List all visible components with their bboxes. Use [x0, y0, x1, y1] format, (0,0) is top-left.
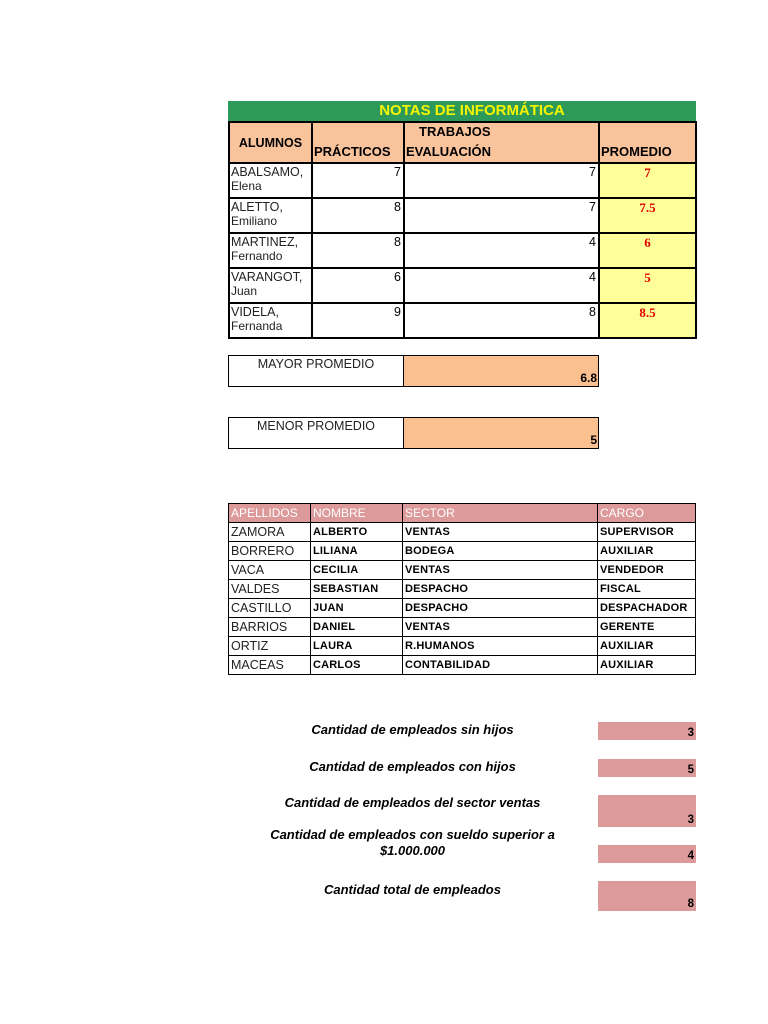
header-promedio[interactable]: PROMEDIO: [599, 122, 696, 163]
apellido-cell[interactable]: MACEAS: [229, 656, 311, 675]
promedio-cell[interactable]: 7.5: [599, 198, 696, 233]
promedio-cell[interactable]: 6: [599, 233, 696, 268]
student-surname: VIDELA,: [231, 305, 279, 319]
employees-table: [228, 503, 696, 675]
stat-con-hijos-label: Cantidad de empleados con hijos: [309, 759, 516, 774]
stat-sueldo-superior-line2: $1.000.000: [379, 843, 446, 858]
evaluacion-cell[interactable]: 7: [404, 198, 599, 233]
cargo-cell[interactable]: AUXILIAR: [598, 637, 696, 656]
cargo-cell[interactable]: SUPERVISOR: [598, 523, 696, 542]
student-name-cell[interactable]: [229, 268, 312, 303]
cargo-cell[interactable]: FISCAL: [598, 580, 696, 599]
grades-table: [228, 121, 697, 339]
sector-cell[interactable]: DESPACHO: [403, 599, 598, 618]
student-name-cell[interactable]: [229, 303, 312, 338]
evaluacion-cell[interactable]: 8: [404, 303, 599, 338]
stat-sueldo-superior-value[interactable]: 4: [598, 845, 696, 863]
nombre-cell[interactable]: LAURA: [311, 637, 403, 656]
grades-row: [229, 268, 696, 303]
header-cargo[interactable]: CARGO: [598, 504, 696, 523]
grades-row: [229, 233, 696, 268]
promedio-cell[interactable]: 5: [599, 268, 696, 303]
employee-row: [229, 599, 696, 618]
stat-sector-ventas-label: Cantidad de empleados del sector ventas: [284, 795, 541, 810]
header-trabajos-evaluacion[interactable]: [404, 122, 599, 163]
stat-sin-hijos-value[interactable]: 3: [598, 722, 696, 740]
apellido-cell[interactable]: CASTILLO: [229, 599, 311, 618]
stat-total-label: Cantidad total de empleados: [324, 882, 501, 897]
employee-row: [229, 637, 696, 656]
promedio-cell[interactable]: 7: [599, 163, 696, 198]
header-apellidos[interactable]: APELLIDOS: [229, 504, 311, 523]
sector-cell[interactable]: R.HUMANOS: [403, 637, 598, 656]
grades-row: [229, 303, 696, 338]
practicos-cell[interactable]: 7: [312, 163, 404, 198]
evaluacion-cell[interactable]: 7: [404, 163, 599, 198]
sector-cell[interactable]: VENTAS: [403, 561, 598, 580]
stat-sin-hijos-label: Cantidad de empleados sin hijos: [311, 722, 514, 737]
apellido-cell[interactable]: BORRERO: [229, 542, 311, 561]
nombre-cell[interactable]: CECILIA: [311, 561, 403, 580]
apellido-cell[interactable]: ZAMORA: [229, 523, 311, 542]
header-sector[interactable]: SECTOR: [403, 504, 598, 523]
stat-con-hijos-value[interactable]: 5: [598, 759, 696, 777]
student-surname: VARANGOT,: [231, 270, 303, 284]
student-first-name: Fernanda: [231, 319, 283, 333]
nombre-cell[interactable]: SEBASTIAN: [311, 580, 403, 599]
practicos-cell[interactable]: 6: [312, 268, 404, 303]
employee-row: [229, 542, 696, 561]
apellido-cell[interactable]: VACA: [229, 561, 311, 580]
employees-header-row: [229, 504, 696, 523]
nombre-cell[interactable]: ALBERTO: [311, 523, 403, 542]
nombre-cell[interactable]: JUAN: [311, 599, 403, 618]
student-name-cell[interactable]: [229, 163, 312, 198]
student-surname: MARTINEZ,: [231, 235, 299, 249]
stat-sector-ventas-value[interactable]: 3: [598, 795, 696, 827]
cargo-cell[interactable]: AUXILIAR: [598, 656, 696, 675]
employee-row: [229, 561, 696, 580]
menor-promedio-box: [228, 417, 599, 449]
sector-cell[interactable]: VENTAS: [403, 523, 598, 542]
employee-row: [229, 523, 696, 542]
grades-row: [229, 198, 696, 233]
practicos-cell[interactable]: 8: [312, 198, 404, 233]
nombre-cell[interactable]: LILIANA: [311, 542, 403, 561]
student-first-name: Fernando: [231, 249, 283, 263]
practicos-cell[interactable]: 9: [312, 303, 404, 338]
sector-cell[interactable]: BODEGA: [403, 542, 598, 561]
stat-sueldo-superior-line1: Cantidad de empleados con sueldo superior a: [270, 827, 555, 842]
mayor-promedio-box: [228, 355, 599, 387]
stat-sueldo-superior-label: [240, 827, 585, 859]
sector-cell[interactable]: DESPACHO: [403, 580, 598, 599]
employee-row: [229, 618, 696, 637]
cargo-cell[interactable]: VENDEDOR: [598, 561, 696, 580]
header-alumnos[interactable]: ALUMNOS: [229, 122, 312, 163]
apellido-cell[interactable]: VALDES: [229, 580, 311, 599]
stat-total-value[interactable]: 8: [598, 881, 696, 911]
mayor-promedio-value[interactable]: 6.8: [404, 356, 598, 386]
student-first-name: Juan: [231, 284, 258, 298]
grades-title: NOTAS DE INFORMÁTICA: [228, 101, 696, 121]
header-evaluacion: EVALUACIÓN: [406, 144, 491, 159]
employee-row: [229, 580, 696, 599]
apellido-cell[interactable]: ORTIZ: [229, 637, 311, 656]
header-trabajos: TRABAJOS: [419, 124, 491, 139]
practicos-cell[interactable]: 8: [312, 233, 404, 268]
sector-cell[interactable]: CONTABILIDAD: [403, 656, 598, 675]
student-surname: ABALSAMO,: [231, 165, 304, 179]
sector-cell[interactable]: VENTAS: [403, 618, 598, 637]
cargo-cell[interactable]: AUXILIAR: [598, 542, 696, 561]
evaluacion-cell[interactable]: 4: [404, 233, 599, 268]
menor-promedio-value[interactable]: 5: [404, 418, 598, 448]
cargo-cell[interactable]: DESPACHADOR: [598, 599, 696, 618]
student-first-name: Emiliano: [231, 214, 278, 228]
nombre-cell[interactable]: CARLOS: [311, 656, 403, 675]
promedio-cell[interactable]: 8.5: [599, 303, 696, 338]
employee-row: [229, 656, 696, 675]
header-practicos[interactable]: PRÁCTICOS: [312, 122, 404, 163]
student-first-name: Elena: [231, 179, 262, 193]
cargo-cell[interactable]: GERENTE: [598, 618, 696, 637]
student-surname: ALETTO,: [231, 200, 283, 214]
mayor-promedio-label[interactable]: MAYOR PROMEDIO: [229, 356, 404, 386]
nombre-cell[interactable]: DANIEL: [311, 618, 403, 637]
student-name-cell[interactable]: [229, 233, 312, 268]
evaluacion-cell[interactable]: 4: [404, 268, 599, 303]
grades-header-row: [229, 122, 696, 163]
student-name-cell[interactable]: [229, 198, 312, 233]
menor-promedio-label[interactable]: MENOR PROMEDIO: [229, 418, 404, 448]
grades-row: [229, 163, 696, 198]
apellido-cell[interactable]: BARRIOS: [229, 618, 311, 637]
header-nombre[interactable]: NOMBRE: [311, 504, 403, 523]
